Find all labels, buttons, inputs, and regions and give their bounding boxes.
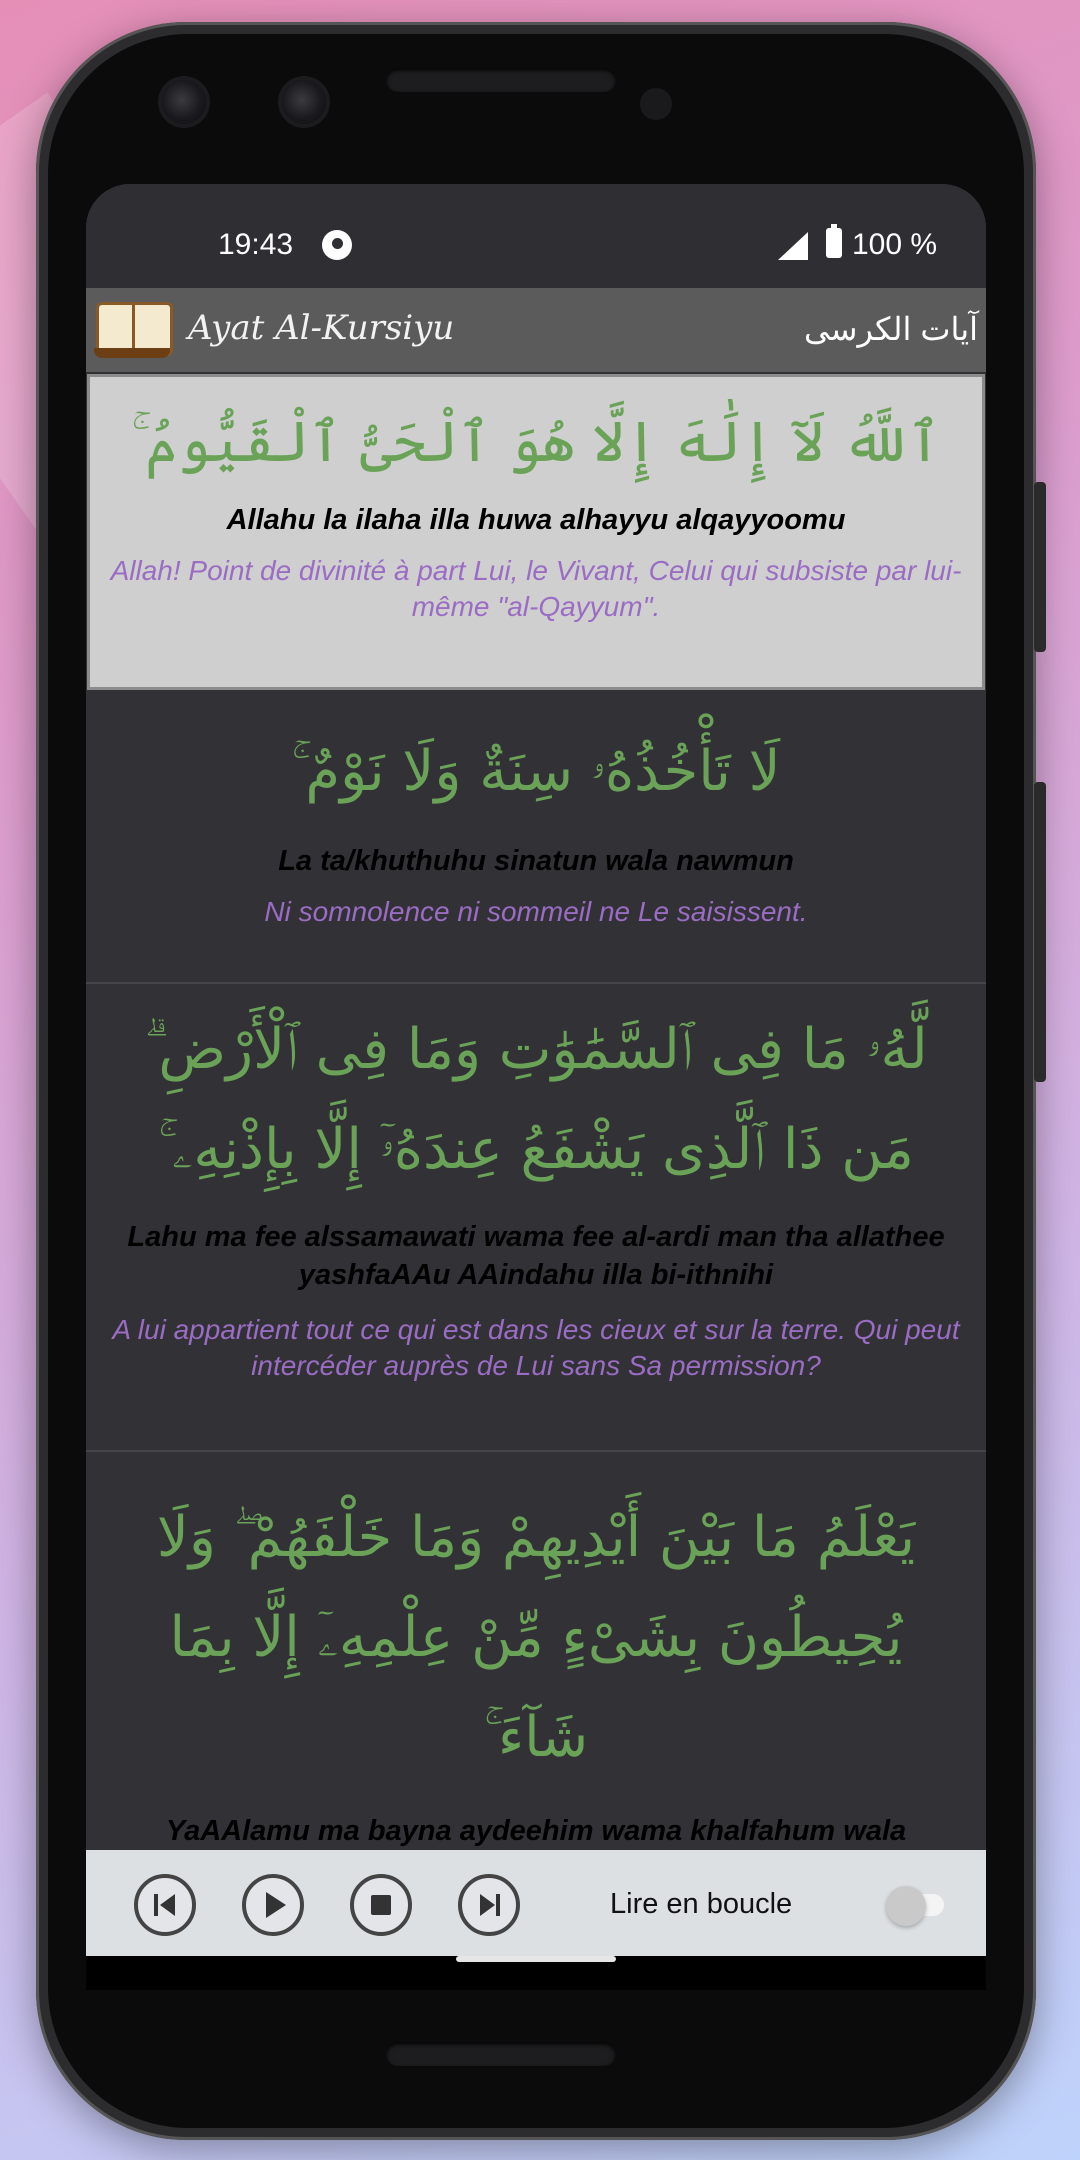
power-button — [1034, 482, 1046, 652]
next-button[interactable] — [458, 1874, 520, 1936]
verse-transliteration: Lahu ma fee alssamawati wama fee al-ardi man tha allathee yashfaAAu AAindahu illa bi-ithnihi — [127, 1221, 945, 1291]
app-title-arabic: آيات الكرسى — [803, 311, 978, 347]
skip-previous-icon — [154, 1894, 158, 1916]
proximity-sensor — [640, 88, 672, 120]
verse-arabic: ٱللَّهُ لَآ إِلَٰهَ إِلَّا هُوَ ٱلْحَىُّ ٱلْقَيُّومُ ۚ — [131, 410, 941, 475]
play-icon — [266, 1892, 286, 1918]
verse-translation: Ni somnolence ni sommeil ne Le saisissent. — [264, 896, 808, 927]
front-camera-icon — [282, 80, 326, 124]
verse-item[interactable] — [86, 984, 986, 1452]
app-bar — [86, 288, 986, 372]
verse-item[interactable] — [86, 690, 986, 984]
navigation-bar — [86, 1956, 986, 1990]
volume-button — [1034, 782, 1046, 1082]
status-time: 19:43 — [218, 228, 294, 261]
verse-transliteration: Allahu la ilaha illa huwa alhayyu alqayyoomu — [226, 504, 846, 536]
play-button[interactable] — [242, 1874, 304, 1936]
stop-icon — [371, 1895, 391, 1915]
app-title: Ayat Al-Kursiyu — [188, 308, 455, 348]
signal-icon — [778, 232, 808, 260]
verse-translation: Allah! Point de divinité à part Lui, le Vivant, Celui qui subsiste par lui-même "al-Qayyum". — [110, 555, 962, 622]
screen — [86, 184, 986, 1990]
verse-arabic: لَا تَأْخُذُهُۥ سِنَةٌ وَلَا نَوْمٌ ۚ — [291, 739, 781, 804]
notification-icon — [322, 230, 352, 260]
verse-arabic: يَعْلَمُ مَا بَيْنَ أَيْدِيهِمْ وَمَا خَلْفَهُمْ ۖ وَلَا يُحِيطُونَ بِشَىْءٍ مِّنْ عِلْمِهِۦٓ إِلَّا بِمَا شَآءَ ۚ — [156, 1505, 916, 1770]
loop-switch[interactable] — [886, 1886, 926, 1926]
status-bar — [86, 184, 986, 288]
verse-transliteration: La ta/khuthuhu sinatun wala nawmun — [278, 845, 794, 877]
verse-translation: A lui appartient tout ce qui est dans les cieux et sur la terre. Qui peut intercéder auprès de Lui sans Sa permission? — [112, 1314, 960, 1381]
front-camera-icon — [162, 80, 206, 124]
bottom-speaker — [386, 2042, 616, 2066]
verse-item[interactable] — [87, 374, 985, 690]
loop-label: Lire en boucle — [610, 1888, 793, 1920]
verse-item[interactable] — [86, 1452, 986, 1850]
stop-button[interactable] — [350, 1874, 412, 1936]
home-gesture-handle[interactable] — [456, 1956, 616, 1962]
verse-list[interactable] — [86, 374, 986, 1850]
previous-button[interactable] — [134, 1874, 196, 1936]
battery-level: 100 % — [852, 228, 938, 261]
earpiece-speaker — [386, 68, 616, 92]
verse-transliteration: YaAAlamu ma bayna aydeehim wama khalfahum wala — [165, 1815, 907, 1847]
audio-player-bar — [86, 1850, 986, 1956]
skip-next-icon — [480, 1894, 495, 1916]
verse-arabic: لَّهُۥ مَا فِى ٱلسَّمَٰوَٰتِ وَمَا فِى ٱلْأَرْضِ ۗ مَن ذَا ٱلَّذِى يَشْفَعُ عِندَهُۥٓ إِلَّا بِإِذْنِهِۦ ۚ — [144, 1017, 928, 1182]
quran-book-icon — [94, 296, 170, 360]
battery-icon — [826, 228, 842, 258]
